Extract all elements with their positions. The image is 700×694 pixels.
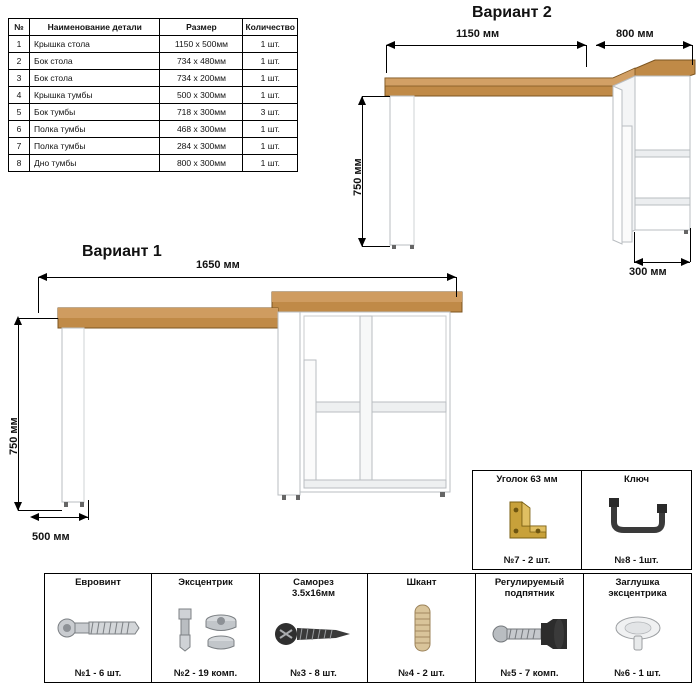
v2-height-arrow-up xyxy=(358,96,366,105)
v1-height-label: 750 мм xyxy=(8,417,20,455)
cam-cap-icon xyxy=(586,599,689,668)
v1-height-dimline xyxy=(18,318,19,510)
cell-size: 468 x 300мм xyxy=(160,121,243,138)
hardware-title: Эксцентрик xyxy=(178,577,233,588)
cell-size: 284 x 300мм xyxy=(160,138,243,155)
self-tapping-screw-icon xyxy=(262,599,365,668)
v2-depth-arrow-right xyxy=(681,258,690,266)
variant1-svg xyxy=(10,280,470,540)
cell-size: 500 x 300мм xyxy=(160,87,243,104)
adjustable-foot-icon xyxy=(478,599,581,668)
hardware-title-line2: 3.5х16мм xyxy=(291,588,336,599)
v1-depth-arrow-left xyxy=(30,513,39,521)
hardware-item-cam-cap xyxy=(584,573,692,683)
v1-depth-arrow-right xyxy=(79,513,88,521)
v2-width-arrow-right xyxy=(577,41,586,49)
hardware-item-corner-bracket xyxy=(472,470,582,570)
parts-table xyxy=(8,18,298,172)
v1-width-dimline xyxy=(38,277,456,278)
v2-return-dimline xyxy=(596,45,692,46)
pedestal-inner-panel xyxy=(304,360,316,488)
v2-width-ext-right xyxy=(586,45,587,67)
hardware-qty: №2 - 19 комп. xyxy=(173,668,238,679)
pedestal-left-panel xyxy=(278,312,300,495)
v1-depth-label: 500 мм xyxy=(32,531,70,543)
cell-size: 734 х 480мм xyxy=(160,53,243,70)
table-row xyxy=(9,53,298,70)
hardware-qty: №1 - 6 шт. xyxy=(74,668,122,679)
v2-depth-label: 300 мм xyxy=(629,266,667,278)
v2-return-arrow-right xyxy=(683,41,692,49)
v1-width-arrow-left xyxy=(38,273,47,281)
v2-height-ext-bottom xyxy=(362,246,390,247)
table-row xyxy=(9,104,298,121)
hardware-title-line1: Регулируемый xyxy=(494,577,565,588)
variant2-title: Вариант 2 xyxy=(472,4,552,21)
v1-width-ext-left xyxy=(38,277,39,313)
v2-depth-ext-right xyxy=(690,228,691,262)
hardware-item-allen-key xyxy=(582,470,692,570)
pedestal-shelf xyxy=(635,150,690,157)
cell-size: 718 x 300мм xyxy=(160,104,243,121)
v2-height-label: 750 мм xyxy=(352,158,364,196)
v1-width-ext-right xyxy=(456,277,457,297)
cell-num: 5 xyxy=(9,104,30,121)
cell-size: 1150 x 500мм xyxy=(160,36,243,53)
hardware-qty: №3 - 8 шт. xyxy=(290,668,337,679)
hardware-item-adjustable-foot xyxy=(476,573,584,683)
v2-return-ext-right xyxy=(692,45,693,65)
table-header-row xyxy=(9,19,298,36)
col-name: Наименование детали xyxy=(30,19,160,36)
variant2-drawing xyxy=(370,30,700,260)
v2-width-arrow-left xyxy=(386,41,395,49)
cell-num: 8 xyxy=(9,155,30,172)
pedestal-bottom xyxy=(635,198,690,205)
cell-size: 734 х 200мм xyxy=(160,70,243,87)
hardware-title xyxy=(495,577,564,599)
hardware-title xyxy=(608,577,666,599)
table-row xyxy=(9,36,298,53)
table-row xyxy=(9,70,298,87)
hardware-item-confirmat-screw xyxy=(44,573,152,683)
hardware-item-dowel xyxy=(368,573,476,683)
v2-return-arrow-left xyxy=(596,41,605,49)
cell-name: Полка тумбы xyxy=(30,138,160,155)
v2-depth-ext-left xyxy=(634,232,635,262)
hardware-title: Евровинт xyxy=(75,577,121,588)
cell-qty: 1 шт. xyxy=(243,138,298,155)
cell-name: Крышка тумбы xyxy=(30,87,160,104)
v2-depth-arrow-left xyxy=(634,258,643,266)
left-side-panel xyxy=(390,96,414,245)
hardware-item-cam-lock xyxy=(152,573,260,683)
cell-qty: 1 шт. xyxy=(243,121,298,138)
dowel-icon xyxy=(370,588,473,668)
v2-height-ext-top xyxy=(362,96,390,97)
cell-name: Дно тумбы xyxy=(30,155,160,172)
hardware-title-line1: Саморез xyxy=(293,577,334,588)
pedestal-bottom xyxy=(304,480,446,488)
col-size: Размер xyxy=(160,19,243,36)
v2-width-dimline xyxy=(386,45,586,46)
v1-depth-ext-right xyxy=(88,500,89,520)
cell-qty: 1 шт. xyxy=(243,70,298,87)
cell-num: 7 xyxy=(9,138,30,155)
hardware-qty: №8 - 1шт. xyxy=(614,555,659,566)
left-end-panel xyxy=(62,328,84,502)
cell-qty: 3 шт. xyxy=(243,104,298,121)
pedestal-divider xyxy=(622,126,632,242)
cell-name: Бок стола xyxy=(30,70,160,87)
cell-name: Бок стола xyxy=(30,53,160,70)
cell-name: Полка тумбы xyxy=(30,121,160,138)
hardware-title: Уголок 63 мм xyxy=(496,474,558,485)
col-qty: Количество xyxy=(243,19,298,36)
cell-size: 800 x 300мм xyxy=(160,155,243,172)
cell-qty: 1 шт. xyxy=(243,53,298,70)
worktop-highlight xyxy=(385,68,635,86)
allen-key-icon xyxy=(584,485,689,555)
hardware-title xyxy=(292,577,335,599)
table-row xyxy=(9,138,298,155)
cell-num: 2 xyxy=(9,53,30,70)
v1-width-arrow-right xyxy=(447,273,456,281)
hardware-title-line2: эксцентрика xyxy=(608,588,667,599)
hardware-top-row xyxy=(472,470,692,570)
hardware-qty: №4 - 2 шт. xyxy=(398,668,445,679)
table-row xyxy=(9,87,298,104)
corner-bracket-icon xyxy=(475,485,579,555)
confirmat-screw-icon xyxy=(47,588,149,668)
cell-num: 6 xyxy=(9,121,30,138)
cam-lock-icon xyxy=(154,588,257,668)
hardware-qty: №6 - 1 шт. xyxy=(614,668,661,679)
col-num: № xyxy=(9,19,30,36)
v2-width-ext-left xyxy=(386,45,387,73)
cell-qty: 1 шт. xyxy=(243,87,298,104)
hardware-bottom-row xyxy=(44,573,692,683)
hardware-qty: №5 - 7 комп. xyxy=(500,668,559,679)
v2-width-label: 1150 мм xyxy=(456,28,500,40)
cell-num: 4 xyxy=(9,87,30,104)
table-row xyxy=(9,121,298,138)
hardware-title-line2: подпятник xyxy=(504,588,555,599)
hardware-title-line1: Заглушка xyxy=(615,577,660,588)
v1-width-label: 1650 мм xyxy=(196,259,240,271)
variant1-title: Вариант 1 xyxy=(82,243,162,260)
cell-name: Крышка стола xyxy=(30,36,160,53)
v1-height-ext-bottom xyxy=(18,510,62,511)
hardware-title: Шкант xyxy=(406,577,437,588)
table-row xyxy=(9,155,298,172)
v2-return-label: 800 мм xyxy=(616,28,654,40)
variant2-svg xyxy=(370,30,700,260)
pedestal-divider xyxy=(360,316,372,488)
hardware-title: Ключ xyxy=(623,474,650,485)
pedestal-shelf xyxy=(304,402,446,412)
v1-height-ext-top xyxy=(18,318,58,319)
cell-qty: 1 шт. xyxy=(243,155,298,172)
hardware-item-self-tapping-screw xyxy=(260,573,368,683)
cell-qty: 1 шт. xyxy=(243,36,298,53)
cell-num: 3 xyxy=(9,70,30,87)
variant1-drawing xyxy=(10,280,470,540)
hardware-qty: №7 - 2 шт. xyxy=(503,555,551,566)
pedestal-inner-panel xyxy=(613,86,622,244)
cell-num: 1 xyxy=(9,36,30,53)
cell-name: Бок тумбы xyxy=(30,104,160,121)
